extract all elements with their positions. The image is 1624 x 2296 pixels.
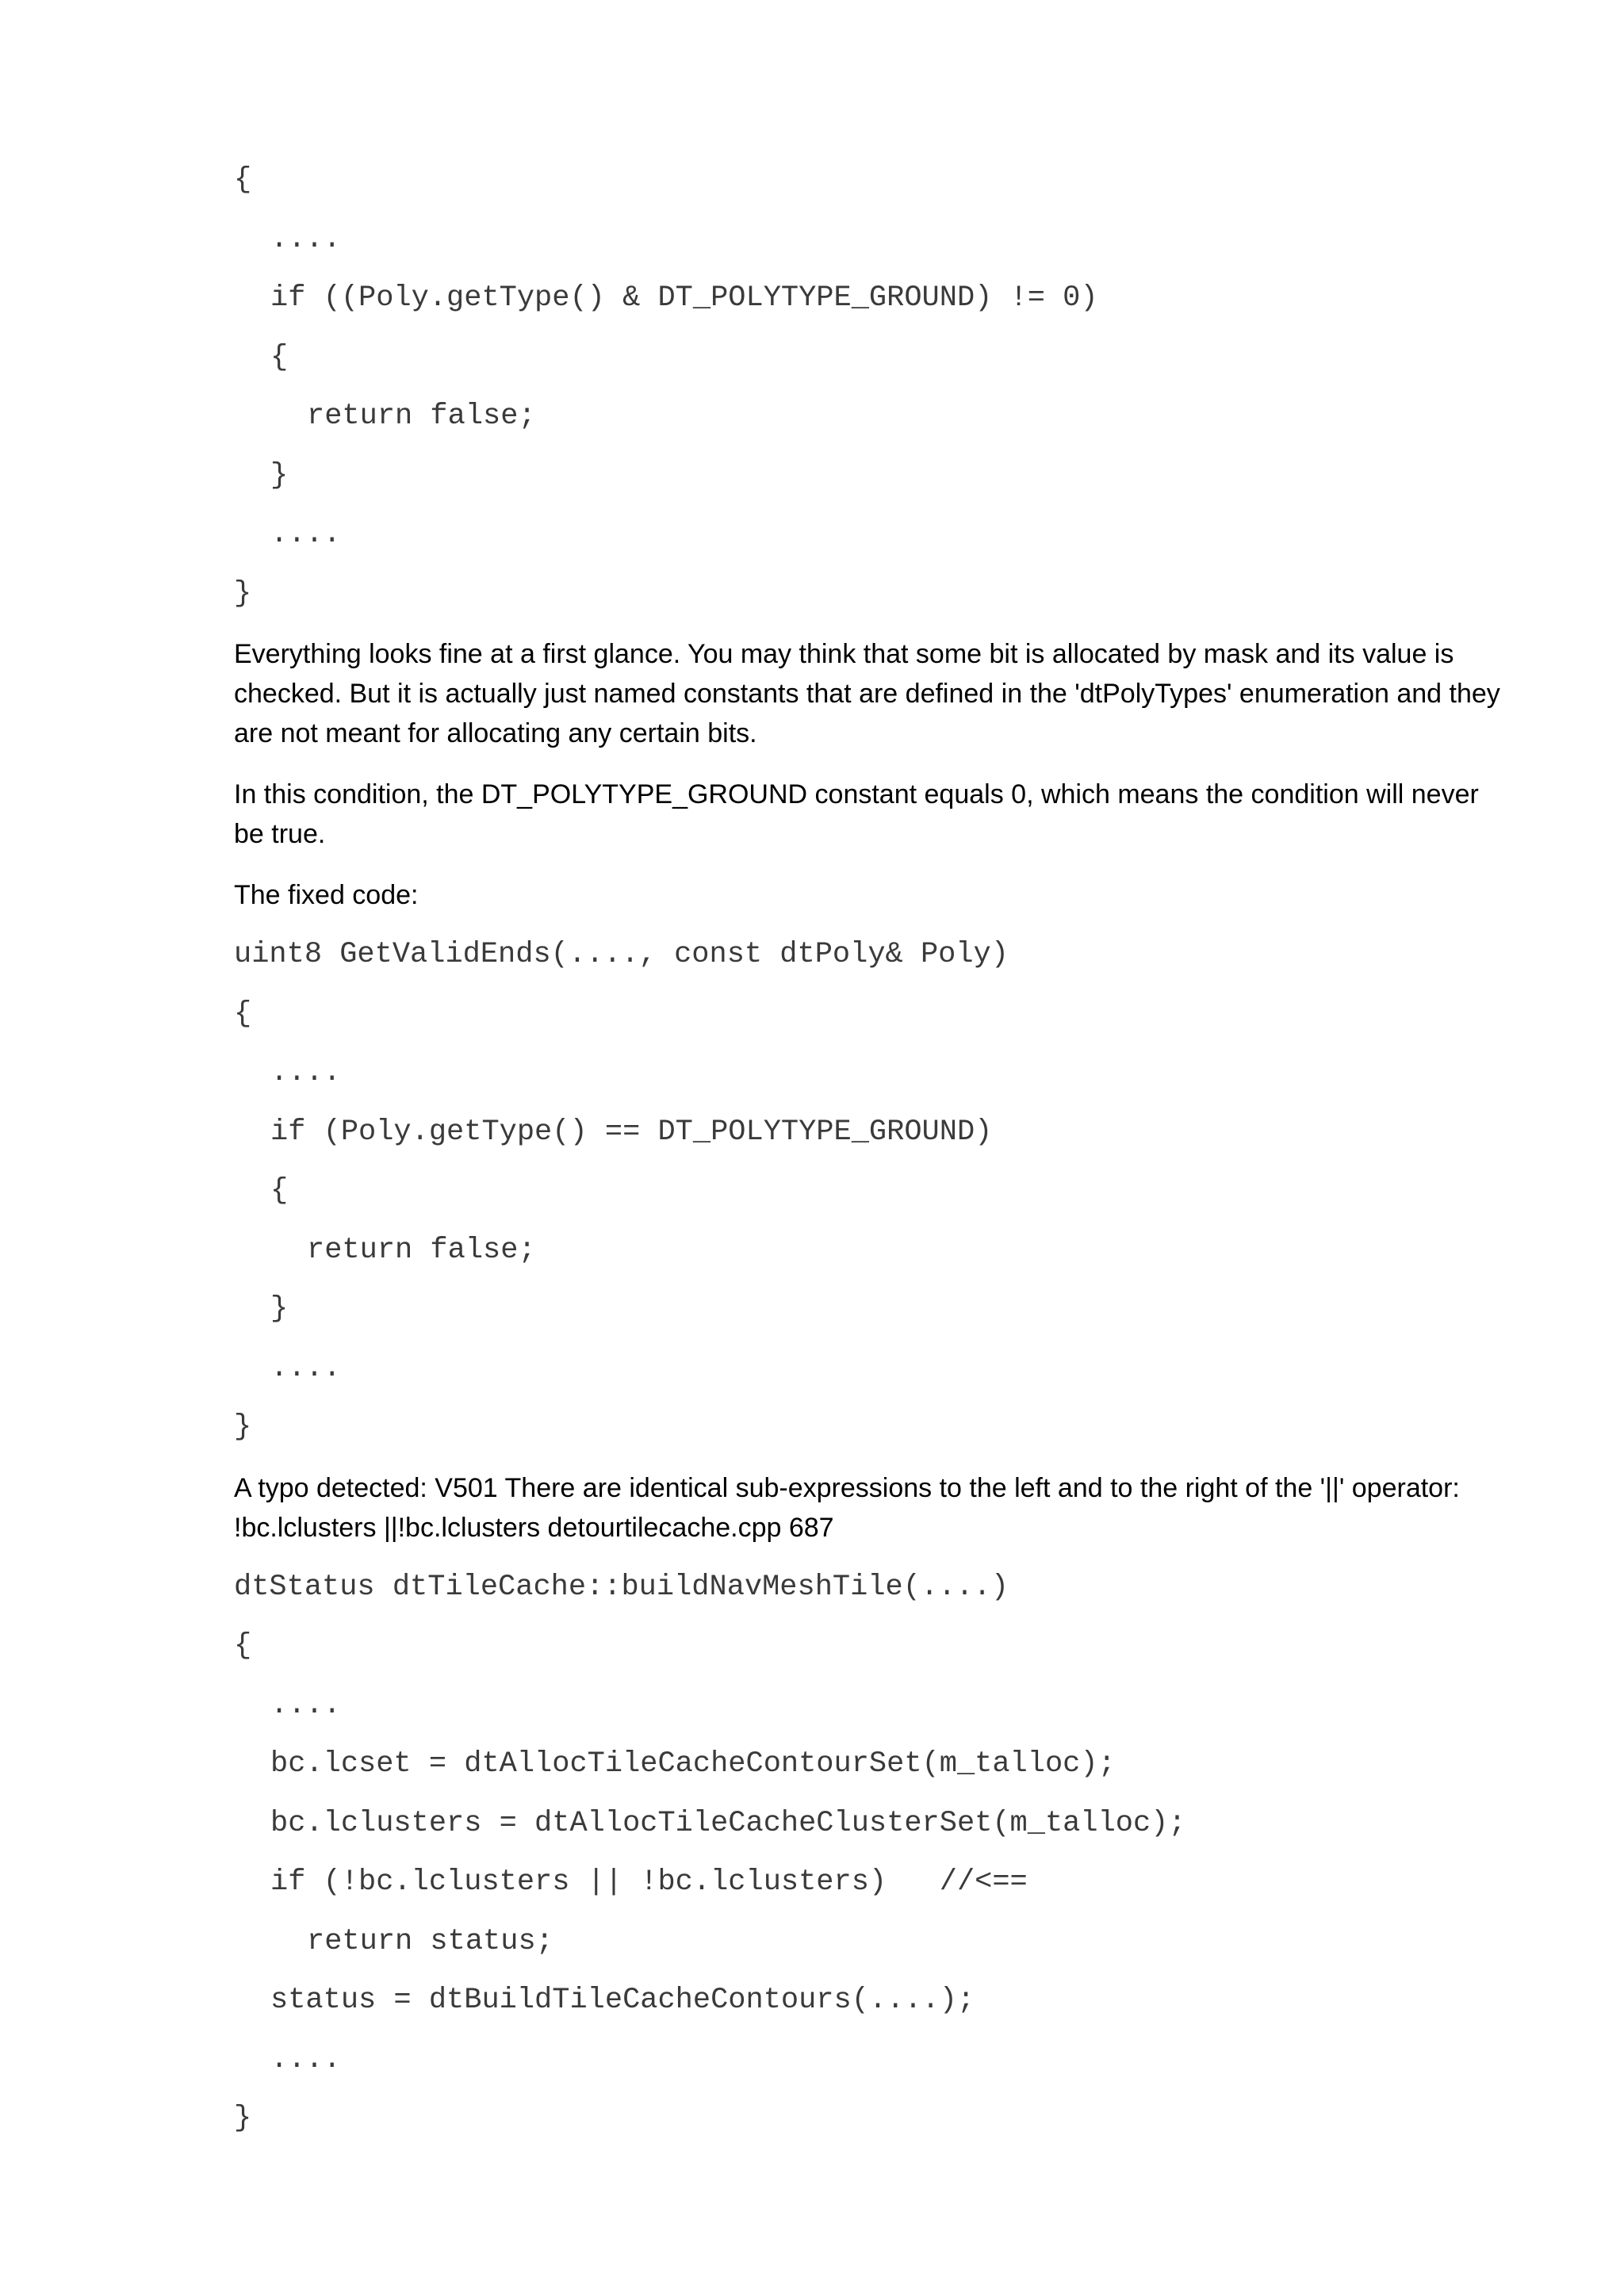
code-line: .... [270, 222, 341, 256]
code-line: .... [270, 1056, 341, 1089]
code-line: uint8 GetValidEnds(...., const dtPoly& Poly) [234, 938, 1009, 971]
code-line: { [234, 997, 252, 1031]
typo-detected-paragraph: A typo detected: V501 There are identical sub-expressions to the left and to the right of the '||' operator: !bc.lclusters ||!bc.lclusters detourtilecache.cpp 687 [234, 1472, 1460, 1543]
code-line: } [270, 458, 289, 492]
code-line: return false; [307, 400, 536, 433]
code-line: } [234, 2102, 252, 2135]
code-line: status = dtBuildTileCacheContours(....); [270, 1984, 975, 2017]
code-line: return status; [307, 1924, 553, 1958]
code-line: { [234, 1629, 252, 1663]
code-block-fixed [234, 925, 1503, 1457]
code-line: { [234, 163, 252, 197]
explanation-paragraph: Everything looks fine at a first glance. You may think that some bit is allocated by mask and its value is checked. But it is actually just named constants that are defined in the 'dtPolyTypes' enumeration and they are not meant for allocating any certain bits. [234, 639, 1500, 748]
code-line: bc.lclusters = dtAllocTileCacheClusterSet(m_talloc); [270, 1806, 1186, 1840]
code-line: dtStatus dtTileCache::buildNavMeshTile(....) [234, 1570, 1009, 1604]
code-line: return false; [307, 1233, 536, 1267]
code-line: } [270, 1292, 289, 1326]
code-block-typo [234, 1558, 1503, 2149]
code-line: { [270, 340, 289, 374]
fixed-code-heading: The fixed code: [234, 880, 419, 910]
code-line: } [234, 576, 252, 610]
code-block-original [234, 151, 1503, 623]
code-line: } [234, 1410, 252, 1444]
code-line: bc.lcset = dtAllocTileCacheContourSet(m_talloc); [270, 1747, 1116, 1781]
code-line: { [270, 1174, 289, 1207]
code-line: .... [270, 2042, 341, 2076]
code-line: .... [270, 1688, 341, 1722]
condition-paragraph: In this condition, the DT_POLYTYPE_GROUND constant equals 0, which means the condition will never be true. [234, 779, 1479, 849]
code-line: .... [270, 518, 341, 551]
code-line: if ((Poly.getType() & DT_POLYTYPE_GROUND) != 0) [270, 281, 1098, 315]
page-content [234, 151, 1503, 2149]
code-line: .... [270, 1351, 341, 1385]
code-line: if (!bc.lclusters || !bc.lclusters) //<== [270, 1866, 1028, 1899]
code-line: if (Poly.getType() == DT_POLYTYPE_GROUND) [270, 1115, 993, 1149]
